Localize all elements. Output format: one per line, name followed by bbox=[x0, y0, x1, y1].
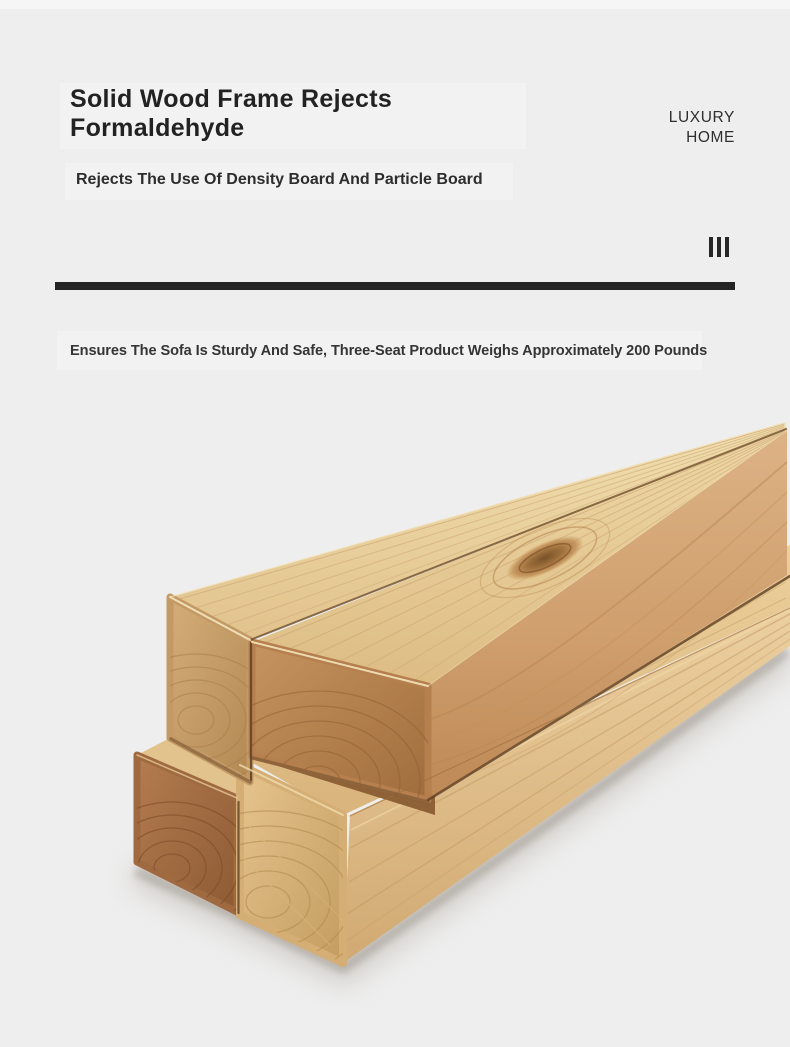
title-line-1: Solid Wood Frame Rejects bbox=[70, 85, 393, 113]
brand-line-1: LUXURY bbox=[668, 109, 735, 126]
bar-2 bbox=[717, 237, 721, 257]
page-title bbox=[70, 85, 392, 142]
feature-note: Ensures The Sofa Is Sturdy And Safe, Three-Seat Product Weighs Approximately 200 Pounds bbox=[70, 343, 708, 359]
title-line-2: Formaldehyde bbox=[70, 113, 245, 142]
top-strip bbox=[0, 0, 790, 9]
brand-text bbox=[669, 108, 735, 148]
section-divider bbox=[55, 282, 735, 290]
bar-3 bbox=[725, 237, 729, 257]
bar-1 bbox=[709, 237, 713, 257]
subtitle: Rejects The Use Of Density Board And Particle Board bbox=[76, 171, 483, 188]
triple-bars-icon bbox=[709, 237, 729, 257]
brand-line-2: HOME bbox=[686, 129, 735, 146]
product-image-wood-beams bbox=[0, 390, 790, 1047]
